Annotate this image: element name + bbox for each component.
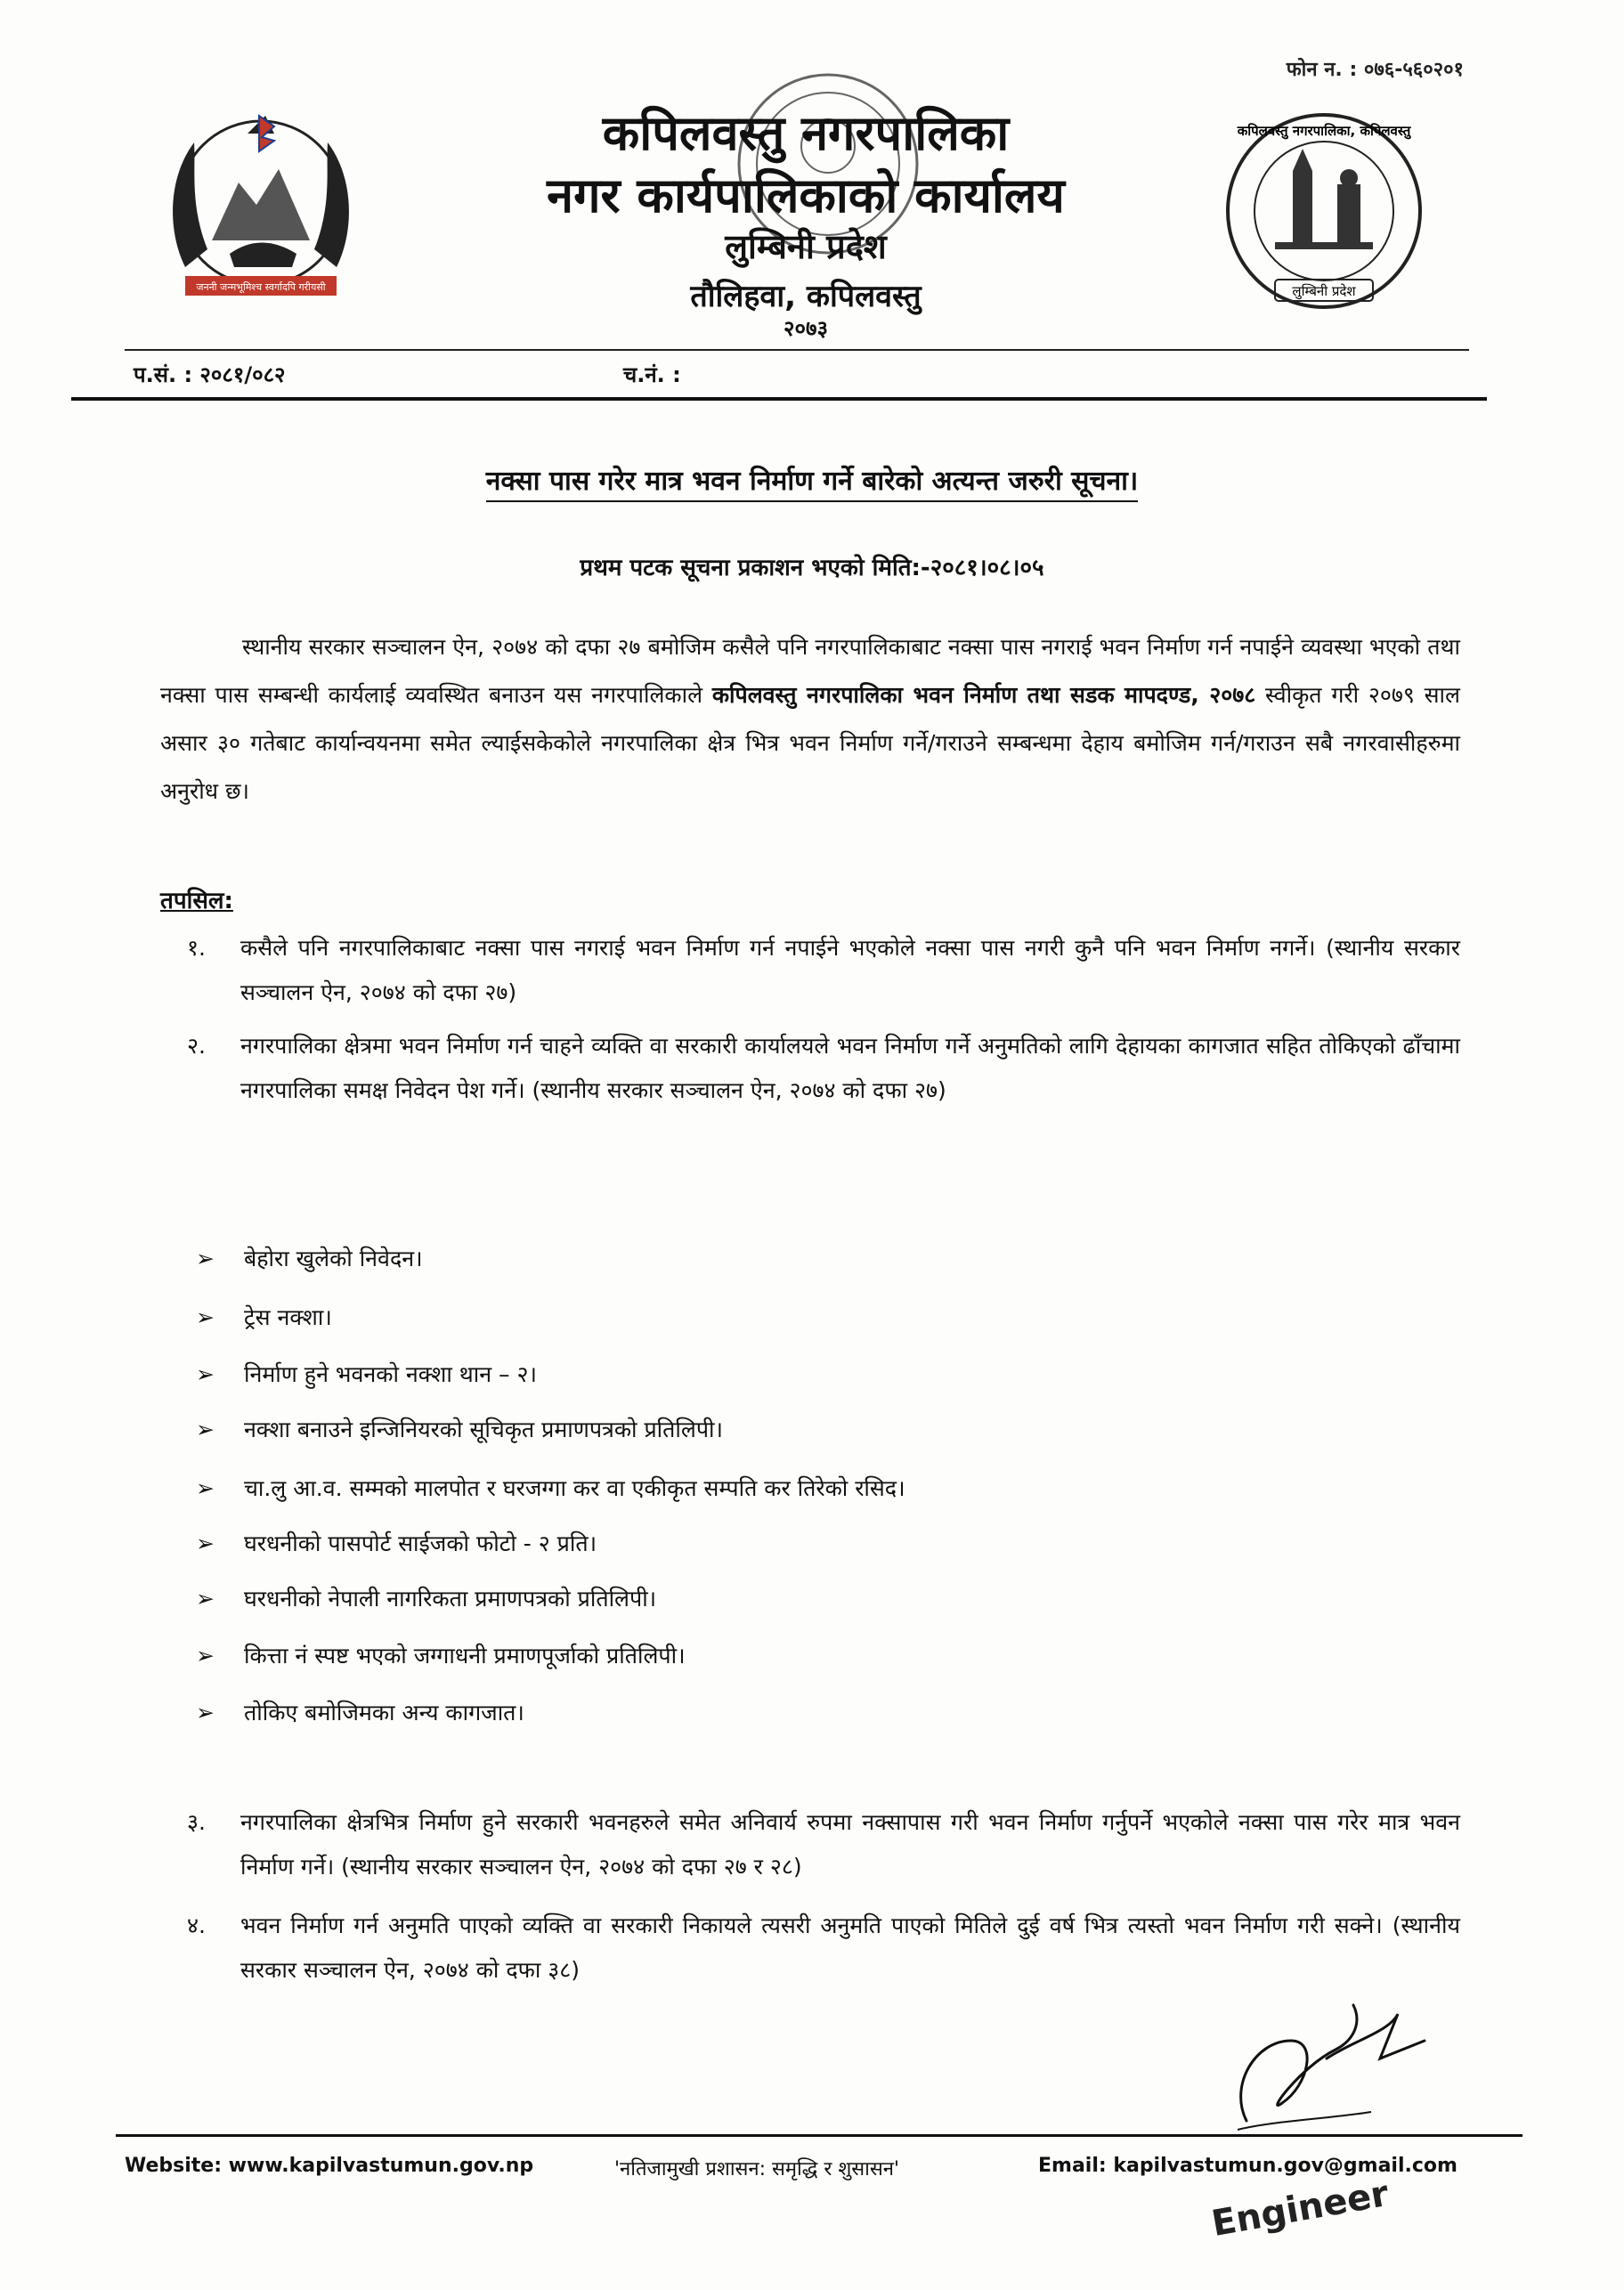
notice-title: नक्सा पास गरेर मात्र भवन निर्माण गर्ने बारेको अत्यन्त जरुरी सूचना। — [0, 461, 1624, 498]
signature-image — [1220, 1987, 1451, 2148]
document-item: ➢ निर्माण हुने भवनको नक्शा थान – २। — [196, 1361, 537, 1387]
document-item: ➢ चा.लु आ.व. सम्मको मालपोत र घरजग्गा कर वा एकीकृत सम्पति कर तिरेको रसिद। — [196, 1475, 905, 1501]
document-item: ➢ कित्ता नं स्पष्ट भएको जग्गाधनी प्रमाणपूर्जाको प्रतिलिपी। — [196, 1643, 686, 1669]
svg-text:लुम्बिनी प्रदेश: लुम्बिनी प्रदेश — [1292, 283, 1356, 299]
publication-date: प्रथम पटक सूचना प्रकाशन भएको मिति:-२०८१।०८।०५ — [580, 555, 1044, 581]
list-item: १. कसैले पनि नगरपालिकाबाट नक्सा पास नगराई भवन निर्माण गर्न नपाईने भएकोले नक्सा पास नगरी कुनै पनि भवन निर्माण नगर्ने। (स्थानीय सरकार सञ्चालन ऐन, २०७४ को दफा २७) — [187, 935, 1460, 1005]
engineer-stamp: Engineer — [1208, 2172, 1393, 2245]
reference-number: प.सं. : २०८१/०८२ — [134, 362, 286, 387]
document-item: ➢ बेहोरा खुलेको निवेदन। — [196, 1246, 423, 1271]
establishment-year: २०७३ — [784, 316, 828, 341]
municipality-logo-icon — [1222, 109, 1426, 313]
document-item: ➢ तोकिए बमोजिमका अन्य कागजात। — [196, 1700, 524, 1726]
header-bottom-rule — [71, 397, 1487, 401]
email-link[interactable]: Email: kapilvastumun.gov@gmail.com — [1038, 2155, 1458, 2177]
list-item: ३. नगरपालिका क्षेत्रभित्र निर्माण हुने सरकारी भवनहरुले समेत अनिवार्य रुपमा नक्सापास गरी भवन निर्माण गर्नुपर्ने भएकोले नक्सा पास गरेर मात्र भवन निर्माण गर्ने। (स्थानीय सरकार सञ्चालन ऐन, २०७४ को दफा २७ र २८) — [187, 1809, 1460, 1880]
svg-text:कपिलवस्तु नगरपालिका, कपिलवस्तु: कपिलवस्तु नगरपालिका, कपिलवस्तु — [1237, 123, 1411, 139]
province-name: लुम्बिनी प्रदेश — [725, 227, 887, 266]
intro-paragraph: स्थानीय सरकार सञ्चालन ऐन, २०७४ को दफा २७ बमोजिम कसैले पनि नगरपालिकाबाट नक्सा पास नगराई भवन निर्माण गर्न नपाईने व्यवस्था भएको तथा नक्सा पास सम्बन्धी कार्यलाई व्यवस्थित बनाउन यस नगरपालिकाले कपिलवस्तु नगरपालिका भवन निर्माण तथा सडक मापदण्ड, २०७८ स्वीकृत गरी २०७९ साल असार ३० गतेबाट कार्यान्वयनमा समेत ल्याईसकेकोले नगरपालिका क्षेत्र भित्र भवन निर्माण गर्ने/गराउने सम्बन्धमा देहाय बमोजिम गर्न/गराउन सबै नगरवासीहरुमा अनुरोध छ। — [160, 634, 1460, 804]
document-item: ➢ घरधनीको नेपाली नागरिकता प्रमाणपत्रको प्रतिलिपी। — [196, 1586, 657, 1612]
list-item: ४. भवन निर्माण गर्न अनुमति पाएको व्यक्ति वा सरकारी निकायले त्यसरी अनुमति पाएको मितिले दुई वर्ष भित्र त्यस्तो भवन निर्माण गरी सक्ने। (स्थानीय सरकार सञ्चालन ऐन, २०७४ को दफा ३८) — [187, 1912, 1460, 1983]
phone-number: फोन न. : ०७६-५६०२०१ — [1286, 59, 1464, 81]
document-item: ➢ नक्शा बनाउने इन्जिनियरको सूचिकृत प्रमाणपत्रको प्रतिलिपी। — [196, 1417, 723, 1442]
document-item: ➢ ट्रेस नक्शा। — [196, 1304, 332, 1330]
document-item: ➢ घरधनीको पासपोर्ट साईजको फोटो - २ प्रति। — [196, 1531, 597, 1556]
header-divider — [125, 349, 1469, 351]
footer-divider — [116, 2134, 1522, 2137]
website-link[interactable]: Website: www.kapilvastumun.gov.np — [125, 2155, 534, 2177]
motto: 'नतिजामुखी प्रशासन: समृद्धि र शुसासन' — [614, 2158, 899, 2180]
details-heading: तपसिल: — [160, 888, 233, 914]
svg-text:जननी जन्मभूमिश्च स्वर्गादपि गर: जननी जन्मभूमिश्च स्वर्गादपि गरीयसी — [196, 281, 326, 293]
dispatch-number: च.नं. : — [623, 362, 681, 387]
office-address: तौलिहवा, कपिलवस्तु — [690, 279, 922, 314]
office-name: नगर कार्यपालिकाको कार्यालय — [547, 167, 1065, 223]
list-item: २. नगरपालिका क्षेत्रमा भवन निर्माण गर्न चाहने व्यक्ति वा सरकारी कार्यालयले भवन निर्माण गर्ने अनुमतिको लागि देहायका कागजात सहित तोकिएको ढाँचामा नगरपालिका समक्ष निवेदन पेश गर्ने। (स्थानीय सरकार सञ्चालन ऐन, २०७४ को दफा २७) — [187, 1033, 1460, 1103]
municipality-name: कपिलवस्तु नगरपालिका — [602, 105, 1010, 161]
